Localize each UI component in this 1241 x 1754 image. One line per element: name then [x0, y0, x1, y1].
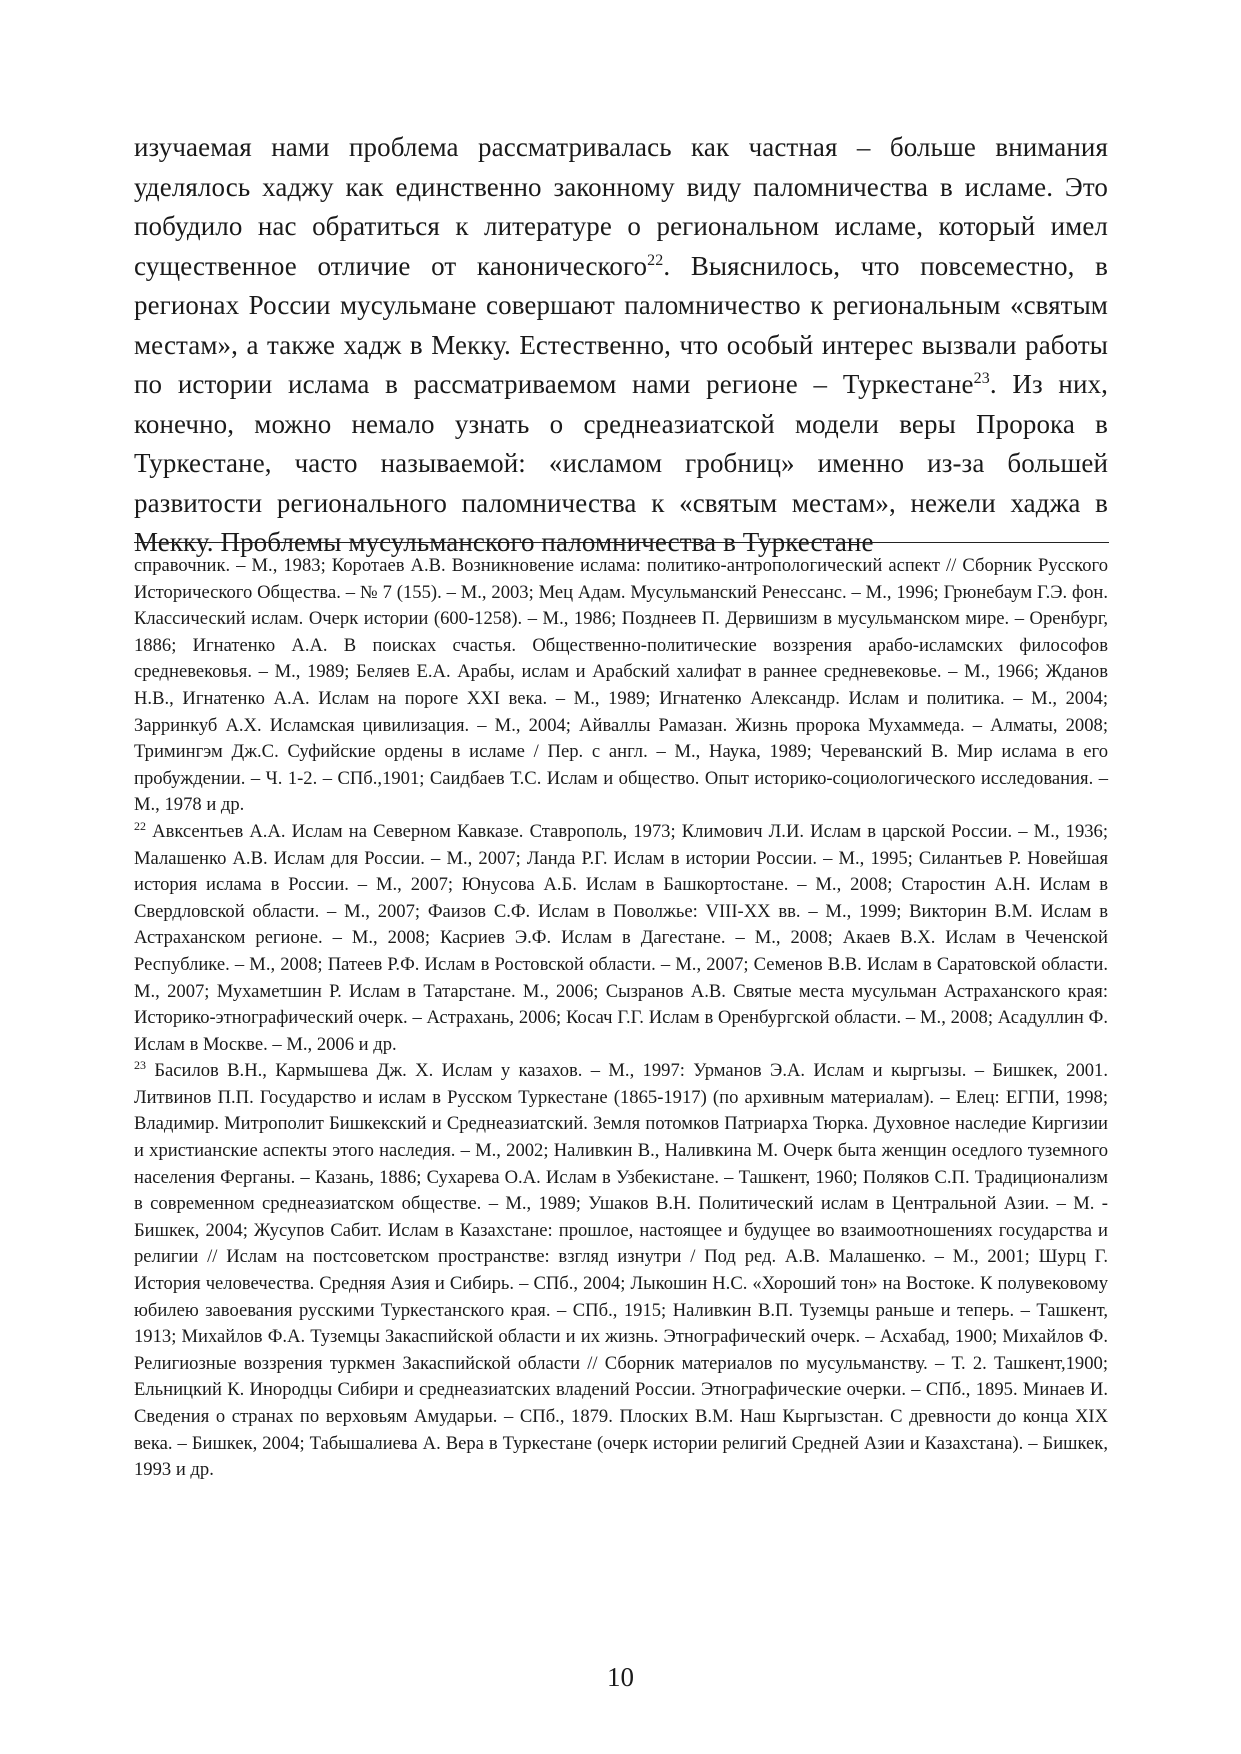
footnote-divider — [134, 542, 1109, 543]
footnotes-section — [134, 553, 1108, 1484]
footnote-22 — [134, 819, 1108, 1058]
footnote-marker: 22 — [134, 818, 146, 833]
footnote-text: Авксентьев А.А. Ислам на Северном Кавказе. Ставрополь, 1973; Климович Л.И. Ислам в царской России. – М., 1936; Малашенко А.В. Ислам для России. – М., 2007; Ланда Р.Г. Ислам в истории России. – М., 1995; Силантьев Р. Новейшая история ислама в России. – М., 2007; Юнусова А.Б. Ислам в Башкортостане. – М., 2008; Старостин А.Н. Ислам в Свердловской области. – М., 2007; Фаизов С.Ф. Ислам в Поволжье: VIII-XX вв. – М., 1999; Викторин В.М. Ислам в Астраханском регионе. – М., 2008; Касриев Э.Ф. Ислам в Дагестане. – М., 2008; Акаев В.Х. Ислам в Чеченской Республике. – М., 2008; Патеев Р.Ф. Ислам в Ростовской области. – М., 2007; Семенов В.В. Ислам в Саратовской области. М., 2007; Мухаметшин Р. Ислам в Татарстане. М., 2006; Сызранов А.В. Святые места мусульман Астраханского края: Историко-этнографический очерк. – Астрахань, 2006; Косач Г.Г. Ислам в Оренбургской области. – М., 2008; Асадуллин Ф. Ислам в Москве. – М., 2006 и др. — [134, 820, 1108, 1055]
body-text-segment: изучаемая нами проблема рассматривалась как частная – больше внимания уделялось хаджу как единственно законному виду паломничества в исламе. Это побудило нас обратиться к литературе о региональном исламе, который имел существенное отличие от канонического — [134, 132, 1108, 281]
footnote-23 — [134, 1058, 1108, 1484]
body-text-segment: . Из них, конечно, можно немало узнать о среднеазиатской модели веры Пророка в Туркестане, часто называемой: «исламом гробниц» именно из-за большей развитости регионального паломничества к «святым местам», нежели хаджа в Мекку. Проблемы мусульманского паломничества в Туркестане — [134, 369, 1108, 557]
footnote-reference-23[interactable]: 23 — [973, 370, 990, 387]
footnote-reference-22[interactable]: 22 — [647, 251, 664, 269]
footnote-marker: 23 — [134, 1058, 146, 1073]
footnote-text: Басилов В.Н., Кармышева Дж. Х. Ислам у казахов. – М., 1997: Урманов Э.А. Ислам и кыргызы. – Бишкек, 2001. Литвинов П.П. Государство и ислам в Русском Туркестане (1865-1917) (по архивным материалам). – Елец: ЕГПИ, 1998; Владимир. Митрополит Бишкекский и Среднеазиатский. Земля потомков Патриарха Тюрка. Духовное наследие Киргизии и христианские аспекты этого наследия. – М., 2002; Наливкин В., Наливкина М. Очерк быта женщин оседлого туземного населения Ферганы. – Казань, 1886; Сухарева О.А. Ислам в Узбекистане. – Ташкент, 1960; Поляков С.П. Традиционализм в современном среднеазиатском обществе. – М., 1989; Ушаков В.Н. Политический ислам в Центральной Азии. – М. - Бишкек, 2004; Жусупов Сабит. Ислам в Казахстане: прошлое, настоящее и будущее во взаимоотношениях государства и религии // Ислам на постсоветском пространстве: взгляд изнутри / Под ред. А.В. Малашенко. – М., 2001; Шурц Г. История человечества. Средняя Азия и Сибирь. – СПб., 2004; Лыкошин Н.С. «Хороший тон» на Востоке. К полувековому юбилею завоевания русскими Туркестанского края. – СПб., 1915; Наливкин В.П. Туземцы раньше и теперь. – Ташкент, 1913; Михайлов Ф.А. Туземцы Закаспийской области и их жизнь. Этнографический очерк. – Асхабад, 1900; Михайлов Ф. Религиозные воззрения туркмен Закаспийской области // Сборник материалов по мусульманству. – Т. 2. Ташкент,1900; Ельницкий К. Инородцы Сибири и среднеазиатских владений России. Этнографические очерки. – СПб., 1895. Минаев И. Сведения о странах по верховьям Амударьи. – СПб., 1879. Плоских В.М. Наш Кыргызстан. С древности до конца XIX века. – Бишкек, 2004; Табышалиева А. Вера в Туркестане (очерк истории религий Средней Азии и Казахстана). – Бишкек, 1993 и др. — [134, 1060, 1108, 1481]
body-text-segment: . Выяснилось, что повсеместно, в регионах России мусульмане совершают паломничество к региональным «святым местам», а также хадж в Мекку. Естественно, что особый интерес вызвали работы по истории ислама в рассматриваемом нами регионе – Туркестане — [134, 250, 1108, 399]
footnote-continuation — [134, 553, 1108, 819]
body-paragraph — [134, 128, 1108, 563]
footnote-text: справочник. – М., 1983; Коротаев А.В. Возникновение ислама: политико-антропологический аспект // Сборник Русского Исторического Общества. – № 7 (155). – М., 2003; Мец Адам. Мусульманский Ренессанс. – М., 1996; Грюнебаум Г.Э. фон. Классический ислам. Очерк истории (600-1258). – М., 1986; Позднеев П. Дервишизм в мусульманском мире. – Оренбург, 1886; Игнатенко А.А. В поисках счастья. Общественно-политические воззрения арабо-исламских философов средневековья. – М., 1989; Беляев Е.А. Арабы, ислам и Арабский халифат в раннее средневековье. – М., 1966; Жданов Н.В., Игнатенко А.А. Ислам на пороге XXI века. – М., 1989; Игнатенко Александр. Ислам и политика. – М., 2004; Зарринкуб А.Х. Исламская цивилизация. – М., 2004; Айваллы Рамазан. Жизнь пророка Мухаммеда. – Алматы, 2008; Тримингэм Дж.С. Суфийские ордены в исламе / Пер. с англ. – М., Наука, 1989; Череванский В. Мир ислама в его пробуждении. – Ч. 1-2. – СПб.,1901; Саидбаев Т.С. Ислам и общество. Опыт историко-социологического исследования. – М., 1978 и др. — [134, 555, 1108, 816]
page-number: 10 — [607, 1662, 634, 1692]
